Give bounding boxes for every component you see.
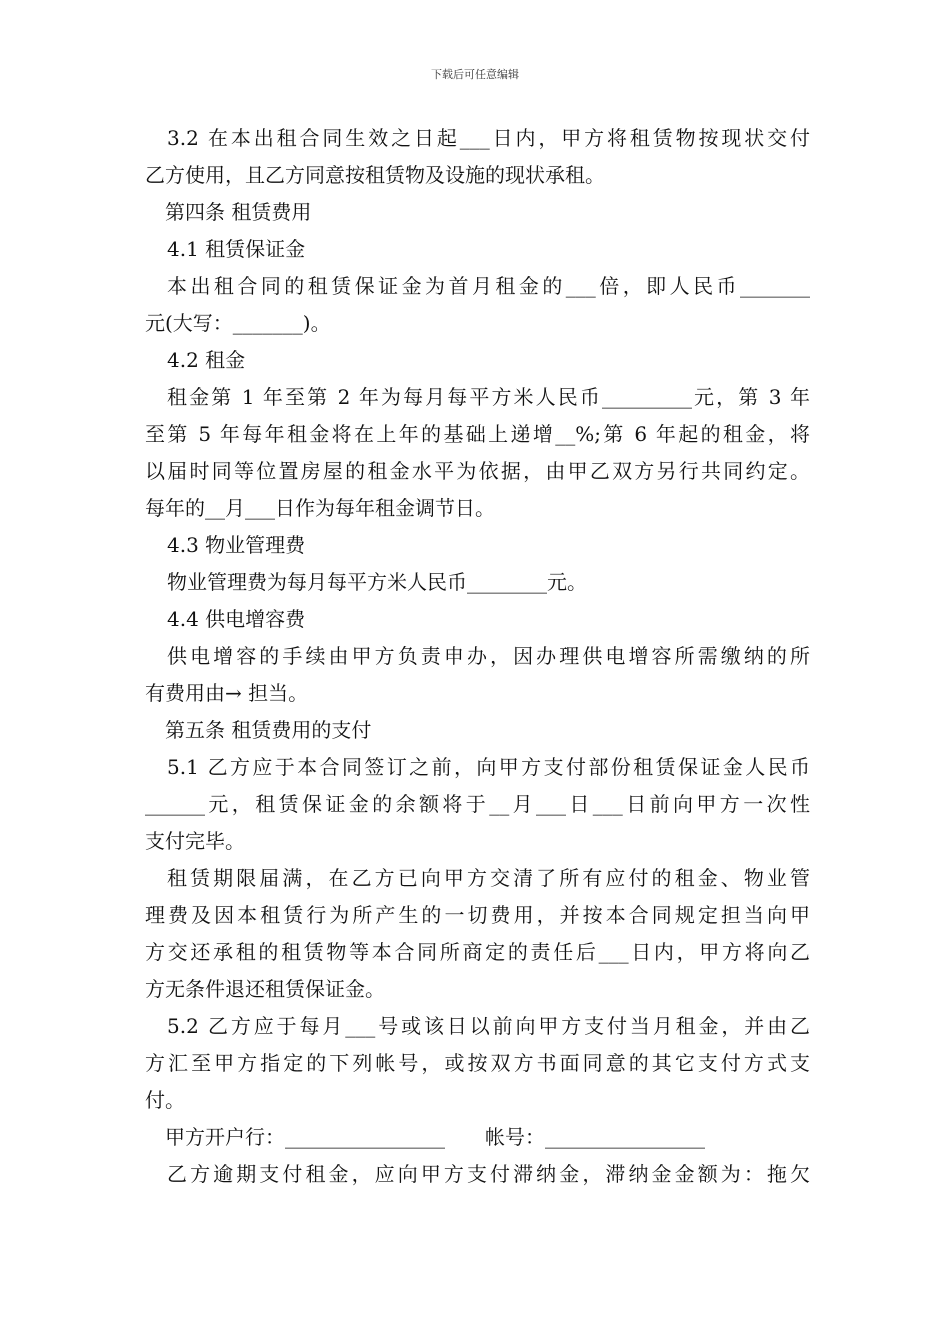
clause-4-2-line-4: 每年的__月___日作为每年租金调节日。 — [145, 496, 495, 520]
bank-field: 甲方开户行：________________ — [165, 1125, 445, 1149]
clause-4-2-line-1: 租金第 1 年至第 2 年为每月每平方米人民币_________元，第 3 年 — [167, 385, 810, 409]
clause-5-1-line-3: 支付完毕。 — [145, 829, 245, 853]
clause-5-1-line-2: ______元，租赁保证金的余额将于__月___日___日前向甲方一次性 — [145, 792, 810, 816]
clause-5-2-line-3: 付。 — [145, 1088, 185, 1112]
article-4-heading: 第四条 租赁费用 — [165, 200, 312, 224]
clause-4-4-line-2: 有费用由→ 担当。 — [145, 681, 309, 705]
deposit-return-line-1: 租赁期限届满，在乙方已向甲方交清了所有应付的租金、物业管 — [167, 866, 810, 890]
deposit-return-line-2: 理费及因本租赁行为所产生的一切费用，并按本合同规定担当向甲 — [145, 903, 810, 927]
account-line — [145, 1119, 810, 1156]
clause-4-4-heading: 4.4 供电增容费 — [167, 607, 306, 631]
clause-4-3-line-1: 物业管理费为每月每平方米人民币________元。 — [167, 570, 587, 594]
clause-4-2-line-3: 以届时同等位置房屋的租金水平为依据，由甲乙双方另行共同约定。 — [145, 459, 810, 483]
clause-5-1-line-1: 5.1 乙方应于本合同签订之前，向甲方支付部份租赁保证金人民币 — [167, 755, 810, 779]
clause-3-2-line-2: 乙方使用，且乙方同意按租赁物及设施的现状承租。 — [145, 163, 605, 187]
clause-4-1-heading: 4.1 租赁保证金 — [167, 237, 306, 261]
clause-4-2-heading: 4.2 租金 — [167, 348, 246, 372]
clause-4-4-line-1: 供电增容的手续由甲方负责申办，因办理供电增容所需缴纳的所 — [167, 644, 810, 668]
deposit-return-line-4: 方无条件退还租赁保证金。 — [145, 977, 385, 1001]
late-fee-line: 乙方逾期支付租金，应向甲方支付滞纳金，滞纳金金额为：拖欠 — [167, 1162, 810, 1186]
clause-4-2-line-2: 至第 5 年每年租金将在上年的基础上递增__%;第 6 年起的租金，将 — [145, 422, 810, 446]
document-body — [145, 120, 810, 1193]
article-5-heading: 第五条 租赁费用的支付 — [165, 718, 372, 742]
account-number-field: 帐号：________________ — [485, 1125, 705, 1149]
clause-3-2-line-1: 3.2 在本出租合同生效之日起___日内，甲方将租赁物按现状交付 — [167, 126, 810, 150]
deposit-return-line-3: 方交还承租的租赁物等本合同所商定的责任后___日内，甲方将向乙 — [145, 940, 810, 964]
clause-5-2-line-2: 方汇至甲方指定的下列帐号，或按双方书面同意的其它支付方式支 — [145, 1051, 810, 1075]
clause-4-3-heading: 4.3 物业管理费 — [167, 533, 306, 557]
clause-5-2-line-1: 5.2 乙方应于每月___号或该日以前向甲方支付当月租金，并由乙 — [167, 1014, 810, 1038]
clause-4-1-line-1: 本出租合同的租赁保证金为首月租金的___倍，即人民币_______ — [167, 274, 810, 298]
clause-4-1-line-2: 元(大写：_______)。 — [145, 311, 331, 335]
page-header: 下载后可任意编辑 — [431, 68, 519, 81]
